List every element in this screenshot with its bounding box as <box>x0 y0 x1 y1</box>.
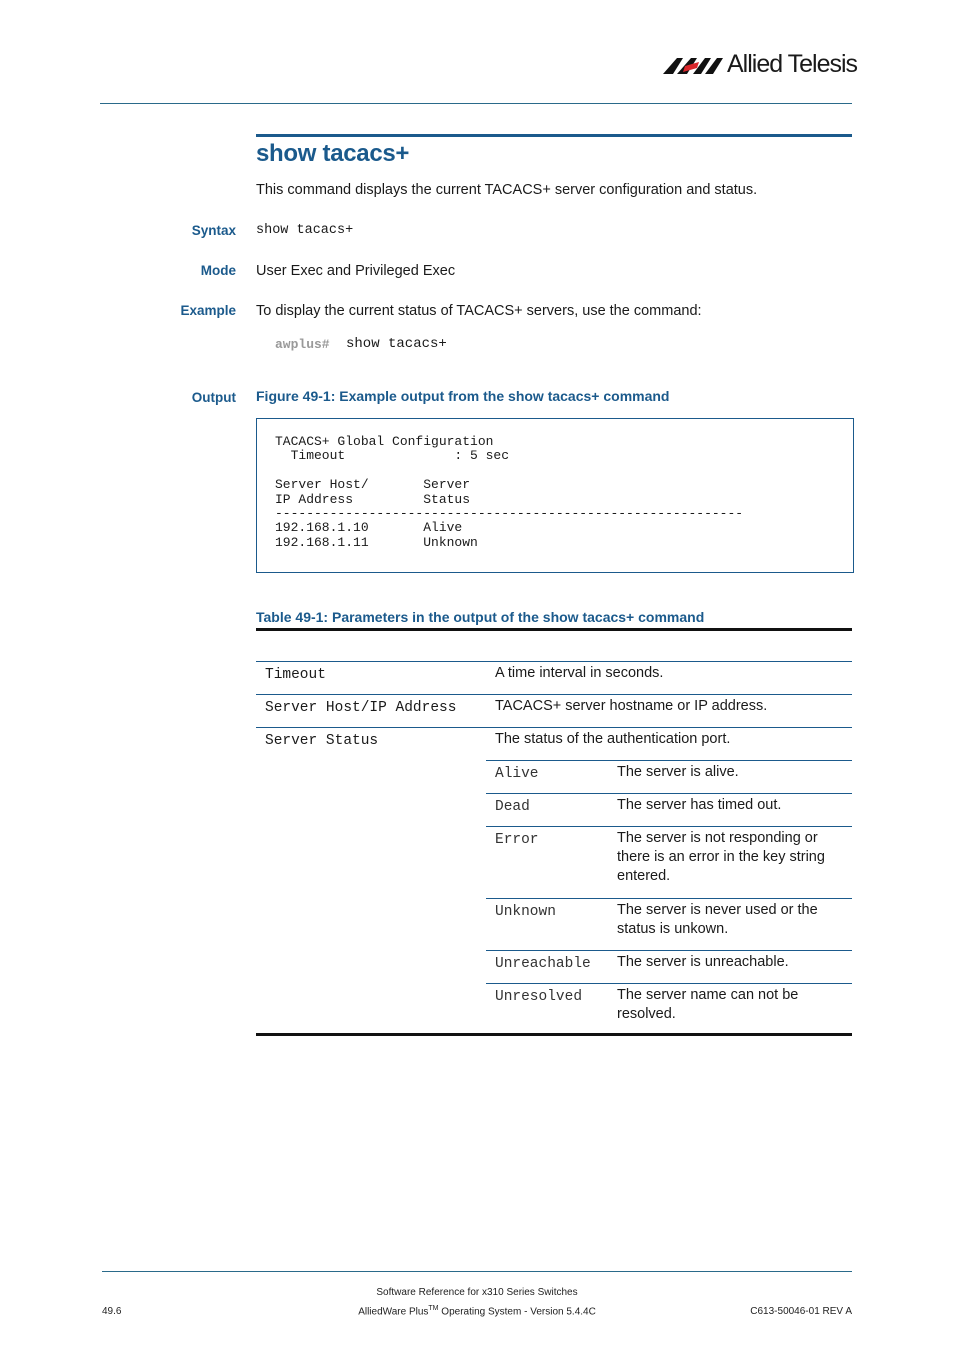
status-error-desc: The server is not responding or there is an error in the key string entered. <box>617 830 825 884</box>
footer-page-number: 49.6 <box>102 1306 122 1317</box>
allied-telesis-logo <box>661 48 858 80</box>
desc-server-status: The status of the authentication port. <box>495 731 731 747</box>
example-label: Example <box>180 303 236 318</box>
mode-label: Mode <box>200 263 236 278</box>
mode-text: User Exec and Privileged Exec <box>256 263 456 279</box>
page-title: show tacacs+ <box>256 140 410 167</box>
table-top-rule <box>256 628 852 631</box>
logo-mark-icon <box>661 48 727 80</box>
footer-divider <box>102 1271 852 1272</box>
status-unknown-desc: The server is never used or the status is unkown. <box>617 902 818 937</box>
status-unreachable: Unreachable <box>495 956 591 972</box>
status-unreachable-desc: The server is unreachable. <box>617 954 789 970</box>
subrow-divider <box>486 898 852 899</box>
footer-doc-id: C613-50046-01 REV A <box>750 1306 852 1317</box>
footer-version: Operating System - Version 5.4.4C <box>438 1306 596 1318</box>
syntax-label: Syntax <box>191 223 236 238</box>
table-row-divider <box>256 661 852 662</box>
subrow-divider <box>486 950 852 951</box>
table-row-divider <box>256 727 852 728</box>
logo-text: Allied Telesis <box>727 50 858 78</box>
status-error: Error <box>495 832 539 848</box>
status-dead-desc: The server has timed out. <box>617 797 782 813</box>
status-alive: Alive <box>495 766 539 782</box>
subrow-divider <box>486 983 852 984</box>
figure-caption: Figure 49-1: Example output from the show tacacs+ command <box>256 388 670 404</box>
subrow-divider <box>486 793 852 794</box>
intro-text: This command displays the current TACACS+ server configuration and status. <box>256 182 758 198</box>
command-prompt: awplus# <box>275 337 330 352</box>
status-unknown: Unknown <box>495 904 556 920</box>
status-alive-desc: The server is alive. <box>617 764 739 780</box>
desc-timeout: A time interval in seconds. <box>495 665 664 681</box>
subrow-divider <box>486 760 852 761</box>
output-label: Output <box>191 390 236 405</box>
status-unresolved: Unresolved <box>495 989 583 1005</box>
output-text: TACACS+ Global Configuration Timeout : 5 sec Server Host/ Server IP Address Status ------------------------------------------------------------ 192.168.1.10 Alive 192.168.1.11 Unknown <box>275 434 744 550</box>
output-box <box>256 418 854 573</box>
status-dead: Dead <box>495 799 530 815</box>
subrow-divider <box>486 826 852 827</box>
footer-trademark: TM <box>428 1305 439 1312</box>
header-divider <box>100 103 852 104</box>
table-row-divider <box>256 694 852 695</box>
syntax-code: show tacacs+ <box>256 223 354 238</box>
footer-book-title: Software Reference for x310 Series Switches <box>376 1287 578 1298</box>
table-bottom-rule <box>256 1033 852 1036</box>
param-server-host: Server Host/IP Address <box>265 700 457 716</box>
example-text: To display the current status of TACACS+ servers, use the command: <box>256 303 702 319</box>
param-timeout: Timeout <box>265 667 326 683</box>
command-text: show tacacs+ <box>346 336 447 352</box>
param-server-status: Server Status <box>265 733 379 749</box>
status-unresolved-desc: The server name can not be resolved. <box>617 987 799 1022</box>
title-divider <box>256 134 852 137</box>
table-caption: Table 49-1: Parameters in the output of the show tacacs+ command <box>256 609 705 625</box>
desc-server-host: TACACS+ server hostname or IP address. <box>495 698 768 714</box>
footer-product-name: AlliedWare Plus <box>358 1306 429 1318</box>
